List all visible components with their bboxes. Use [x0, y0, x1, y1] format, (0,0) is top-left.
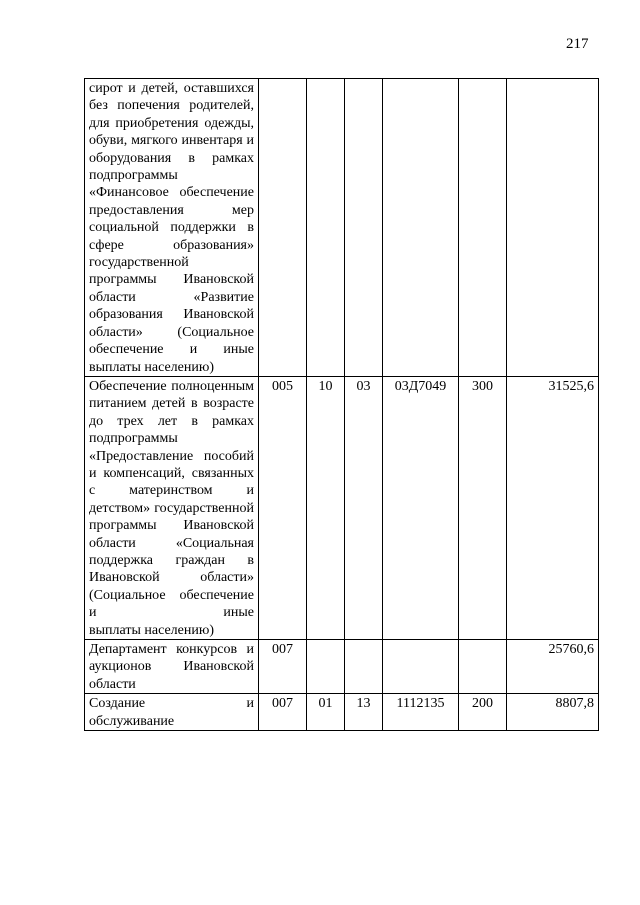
table-row	[85, 79, 599, 377]
admin-code-cell: 005	[259, 376, 307, 639]
description-cell	[85, 694, 259, 731]
section-code-cell: 01	[307, 694, 345, 731]
budget-table	[84, 78, 599, 731]
section-code-cell: 10	[307, 376, 345, 639]
amount-cell	[507, 79, 599, 377]
amount-cell: 8807,8	[507, 694, 599, 731]
description-text-end: выплаты населению)	[89, 622, 214, 638]
expense-type-cell: 200	[459, 694, 507, 731]
description-text: Обеспечение полноценным питанием детей в возрасте до трех лет в рамках подпрограммы «Предоставление пособий и компенсаций, связанных с материнством и детством» государственной программы Ивановской области «Социальная поддержка граждан в Ивановской области» (Социальное обеспечение и иные	[89, 378, 254, 621]
table-row	[85, 640, 599, 694]
description-text-end: обслуживание	[89, 713, 175, 729]
section-code-cell	[307, 640, 345, 694]
subsection-code-cell: 13	[345, 694, 383, 731]
target-article-cell: 03Д7049	[383, 376, 459, 639]
table-row	[85, 694, 599, 731]
subsection-code-cell	[345, 79, 383, 377]
target-article-cell	[383, 640, 459, 694]
amount-cell: 25760,6	[507, 640, 599, 694]
target-article-cell	[383, 79, 459, 377]
table-row	[85, 376, 599, 639]
expense-type-cell: 300	[459, 376, 507, 639]
description-cell	[85, 376, 259, 639]
amount-cell: 31525,6	[507, 376, 599, 639]
description-text-end: области	[89, 676, 136, 692]
admin-code-cell: 007	[259, 694, 307, 731]
subsection-code-cell	[345, 640, 383, 694]
description-text: Департамент конкурсов и аукционов Ивановской	[89, 642, 254, 675]
subsection-code-cell: 03	[345, 376, 383, 639]
description-cell	[85, 640, 259, 694]
description-text: сирот и детей, оставшихся без попечения родителей, для приобретения одежды, обуви, мягкого инвентаря и оборудования в рамках подпрограммы «Финансовое обеспечение предоставления мер социальной поддержки в сфере образования» государственной программы Ивановской области «Развитие образования Ивановской области» (Социальное обеспечение и иные	[89, 81, 254, 358]
description-cell	[85, 79, 259, 377]
section-code-cell	[307, 79, 345, 377]
expense-type-cell	[459, 79, 507, 377]
admin-code-cell: 007	[259, 640, 307, 694]
target-article-cell: 1112135	[383, 694, 459, 731]
page-number: 217	[566, 36, 589, 52]
admin-code-cell	[259, 79, 307, 377]
description-text-end: выплаты населению)	[89, 359, 214, 375]
expense-type-cell	[459, 640, 507, 694]
description-text: Создание и	[89, 696, 254, 712]
